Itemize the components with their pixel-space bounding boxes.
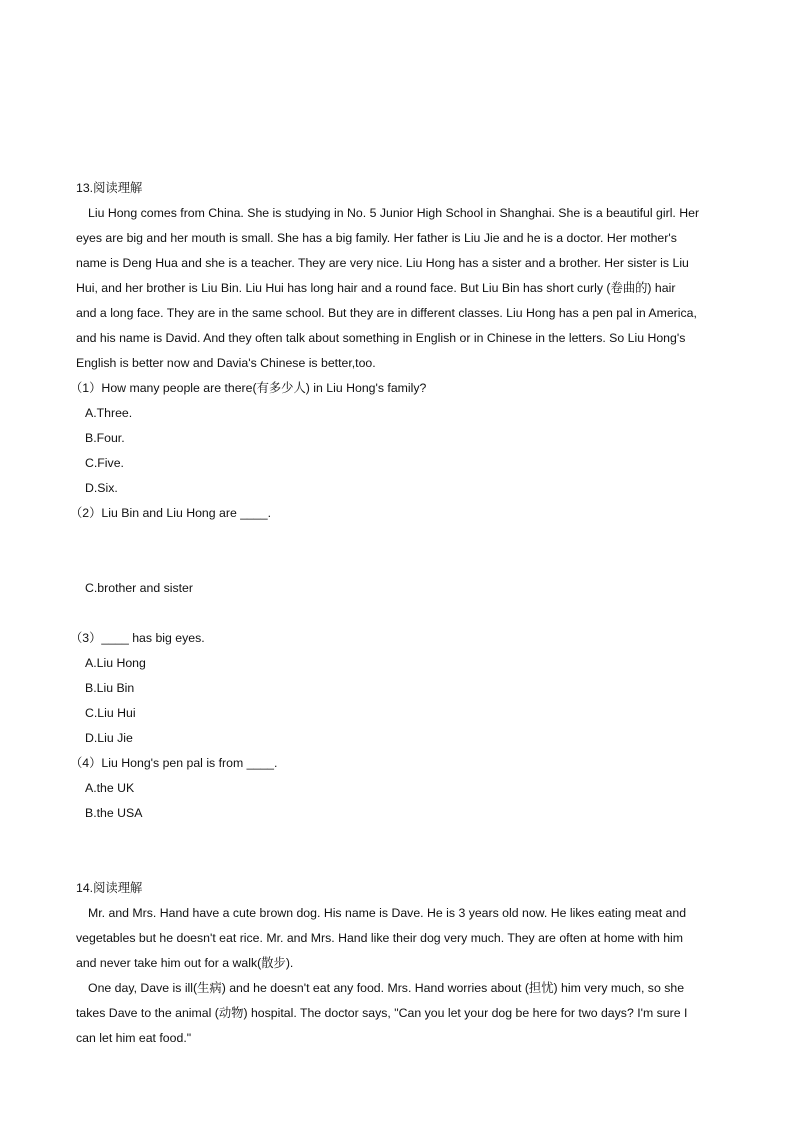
passage-line: takes Dave to the animal (动物) hospital. The doctor says, "Can you let your dog be here for two days? I'm sure I [76, 1006, 688, 1020]
passage-line: Mr. and Mrs. Hand have a cute brown dog. His name is Dave. He is 3 years old now. He likes eating meat and [88, 906, 687, 920]
option-c[interactable]: C.Five. [85, 456, 124, 470]
passage-line: English is better now and Davia's Chinese is better,too. [76, 356, 376, 370]
option-a[interactable]: A.Liu Hong [85, 656, 146, 670]
option-a[interactable]: A.the UK [85, 781, 135, 795]
passage-line: Liu Hong comes from China. She is studying in No. 5 Junior High School in Shanghai. She is a beautiful girl. Her [88, 206, 700, 220]
option-c[interactable]: C.brother and sister [85, 581, 193, 595]
passage-line: and his name is David. And they often talk about something in English or in Chinese in the letters. So Liu Hong's [76, 331, 686, 345]
option-d[interactable]: D.Liu Jie [85, 731, 133, 745]
passage-line: and never take him out for a walk(散步). [76, 956, 294, 970]
sub-question-2: （2）Liu Bin and Liu Hong are ____. [70, 506, 271, 520]
blank-space [76, 553, 720, 578]
option-b[interactable]: B.Four. [85, 431, 125, 445]
question-heading: 14.阅读理解 [76, 881, 143, 895]
option-d[interactable]: D.Six. [85, 481, 118, 495]
passage-line: One day, Dave is ill(生病) and he doesn't eat any food. Mrs. Hand worries about (担忧) him very much, so she [88, 981, 685, 995]
sub-question-4: （4）Liu Hong's pen pal is from ____. [70, 756, 278, 770]
passage-line: can let him eat food." [76, 1031, 192, 1045]
question-heading: 13.阅读理解 [76, 181, 143, 195]
passage-line: name is Deng Hua and she is a teacher. They are very nice. Liu Hong has a sister and a brother. Her sister is Liu [76, 256, 689, 270]
sub-question-1: （1）How many people are there(有多少人) in Liu Hong's family? [70, 381, 427, 395]
passage-line: eyes are big and her mouth is small. She has a big family. Her father is Liu Jie and he is a doctor. Her mother's [76, 231, 677, 245]
passage-line: Hui, and her brother is Liu Bin. Liu Hui has long hair and a round face. But Liu Bin has short curly (卷曲的) hair [76, 281, 676, 295]
question-14 [76, 878, 720, 1053]
option-a[interactable]: A.Three. [85, 406, 133, 420]
option-b[interactable]: B.the USA [85, 806, 143, 820]
passage-line: and a long face. They are in the same school. But they are in different classes. Liu Hong has a pen pal in America, [76, 306, 697, 320]
option-b[interactable]: B.Liu Bin [85, 681, 135, 695]
blank-space [76, 528, 720, 553]
sub-question-3: （3）____ has big eyes. [70, 631, 205, 645]
blank-space [76, 603, 720, 628]
option-c[interactable]: C.Liu Hui [85, 706, 136, 720]
passage-line: vegetables but he doesn't eat rice. Mr. and Mrs. Hand like their dog very much. They are often at home with him [76, 931, 684, 945]
question-13 [70, 178, 720, 828]
